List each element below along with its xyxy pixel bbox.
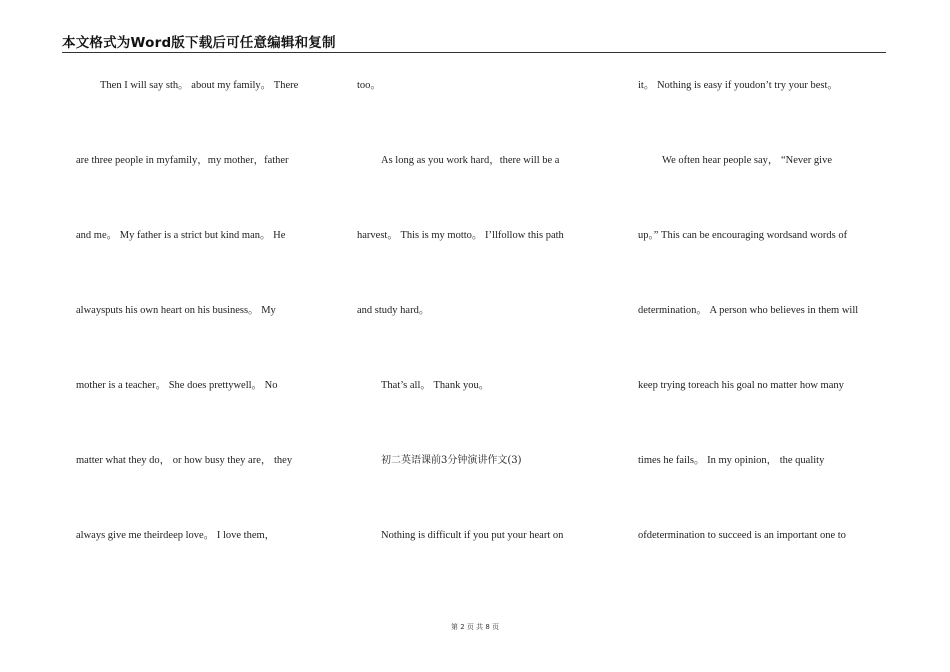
paragraph-line: determination。 A person who believes in them will xyxy=(638,305,859,316)
paragraph-line: harvest。 This is my motto。 I’llfollow this path xyxy=(357,230,564,241)
paragraph-line: We often hear people say， “Never give xyxy=(662,155,832,166)
paragraph-line: and me。 My father is a strict but kind man。 He xyxy=(76,230,286,241)
paragraph-line: Nothing is difficult if you put your heart on xyxy=(381,530,564,541)
paragraph-line: too。 xyxy=(357,80,381,91)
paragraph-line: alwaysputs his own heart on his business。 My xyxy=(76,305,276,316)
paragraph-line: keep trying toreach his goal no matter how many xyxy=(638,380,844,391)
paragraph-line: ofdetermination to succeed is an important one to xyxy=(638,530,846,541)
paragraph-line: As long as you work hard，there will be a xyxy=(381,155,560,166)
paragraph-line: up。” This can be encouraging wordsand words of xyxy=(638,230,848,241)
page-footer: 第 2 页 共 8 页 xyxy=(450,623,500,631)
paragraph-line: times he fails。 In my opinion， the quality xyxy=(638,455,825,466)
paragraph-line: and study hard。 xyxy=(357,305,430,316)
paragraph-line: it。 Nothing is easy if youdon’t try your best。 xyxy=(638,80,838,91)
paragraph-line: That’s all。 Thank you。 xyxy=(381,380,490,391)
paragraph-line: Then I will say sth。 about my family。 There xyxy=(100,80,299,91)
paragraph-line: matter what they do， or how busy they are， they xyxy=(76,455,293,466)
section-heading: 初二英语课前3分钟演讲作文(3) xyxy=(381,455,522,466)
paragraph-line: always give me theirdeep love。 I love them， xyxy=(76,530,276,541)
paragraph-line: mother is a teacher。 She does prettywell。 No xyxy=(76,380,278,391)
page-header xyxy=(62,34,886,53)
paragraph-line: are three people in myfamily，my mother，father xyxy=(76,155,289,166)
header-title: 本文格式为Word版下载后可任意编辑和复制 xyxy=(62,35,336,51)
